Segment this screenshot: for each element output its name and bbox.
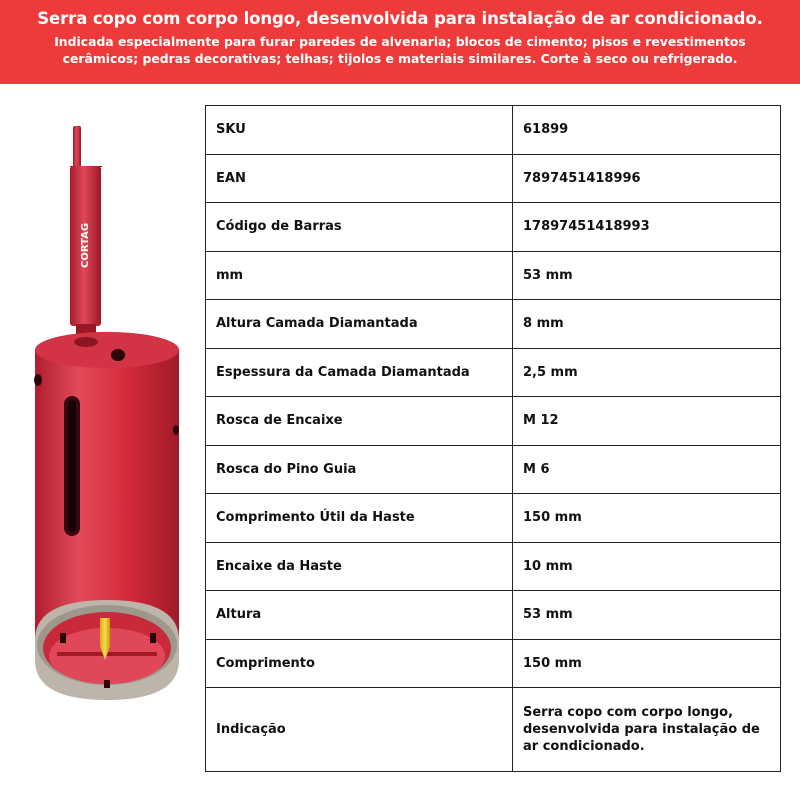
spec-table [205, 105, 781, 772]
product-image [0, 100, 205, 790]
spec-row [206, 348, 781, 397]
spec-value: Serra copo com corpo longo, desenvolvida para instalação de ar condicionado. [513, 688, 781, 772]
spec-value: 150 mm [513, 639, 781, 688]
spec-label: EAN [206, 154, 513, 203]
spec-value: 150 mm [513, 494, 781, 543]
core-drill-bit-icon [0, 100, 205, 790]
spec-label: Rosca do Pino Guia [206, 445, 513, 494]
spec-label: Rosca de Encaixe [206, 397, 513, 446]
spec-value: 7897451418996 [513, 154, 781, 203]
spec-row [206, 542, 781, 591]
spec-row [206, 251, 781, 300]
spec-label: Indicação [206, 688, 513, 772]
spec-value: 61899 [513, 106, 781, 155]
spec-row [206, 639, 781, 688]
spec-value: 2,5 mm [513, 348, 781, 397]
spec-label: Comprimento [206, 639, 513, 688]
spec-row [206, 397, 781, 446]
spec-label: Espessura da Camada Diamantada [206, 348, 513, 397]
spec-label: Comprimento Útil da Haste [206, 494, 513, 543]
spec-row [206, 688, 781, 772]
header-banner [0, 0, 800, 84]
spec-value: 10 mm [513, 542, 781, 591]
brand-logo: CORTAG [80, 222, 91, 268]
page-subtitle: Indicada especialmente para furar paredes de alvenaria; blocos de cimento; pisos e revestimentos cerâmicos; pedras decorativas; telhas; tijolos e materiais similares. Corte à seco ou refrigerado. [54, 34, 746, 66]
spec-row [206, 445, 781, 494]
spec-row [206, 106, 781, 155]
spec-label: Encaixe da Haste [206, 542, 513, 591]
spec-row [206, 591, 781, 640]
spec-value: 53 mm [513, 591, 781, 640]
spec-label: mm [206, 251, 513, 300]
spec-label: Altura Camada Diamantada [206, 300, 513, 349]
spec-label: SKU [206, 106, 513, 155]
spec-value: 8 mm [513, 300, 781, 349]
spec-label: Código de Barras [206, 203, 513, 252]
spec-row [206, 300, 781, 349]
spec-value: 17897451418993 [513, 203, 781, 252]
spec-label: Altura [206, 591, 513, 640]
spec-row [206, 203, 781, 252]
page-title: Serra copo com corpo longo, desenvolvida para instalação de ar condicionado. [37, 9, 763, 28]
spec-row [206, 154, 781, 203]
spec-row [206, 494, 781, 543]
spec-value: M 12 [513, 397, 781, 446]
spec-value: M 6 [513, 445, 781, 494]
spec-value: 53 mm [513, 251, 781, 300]
